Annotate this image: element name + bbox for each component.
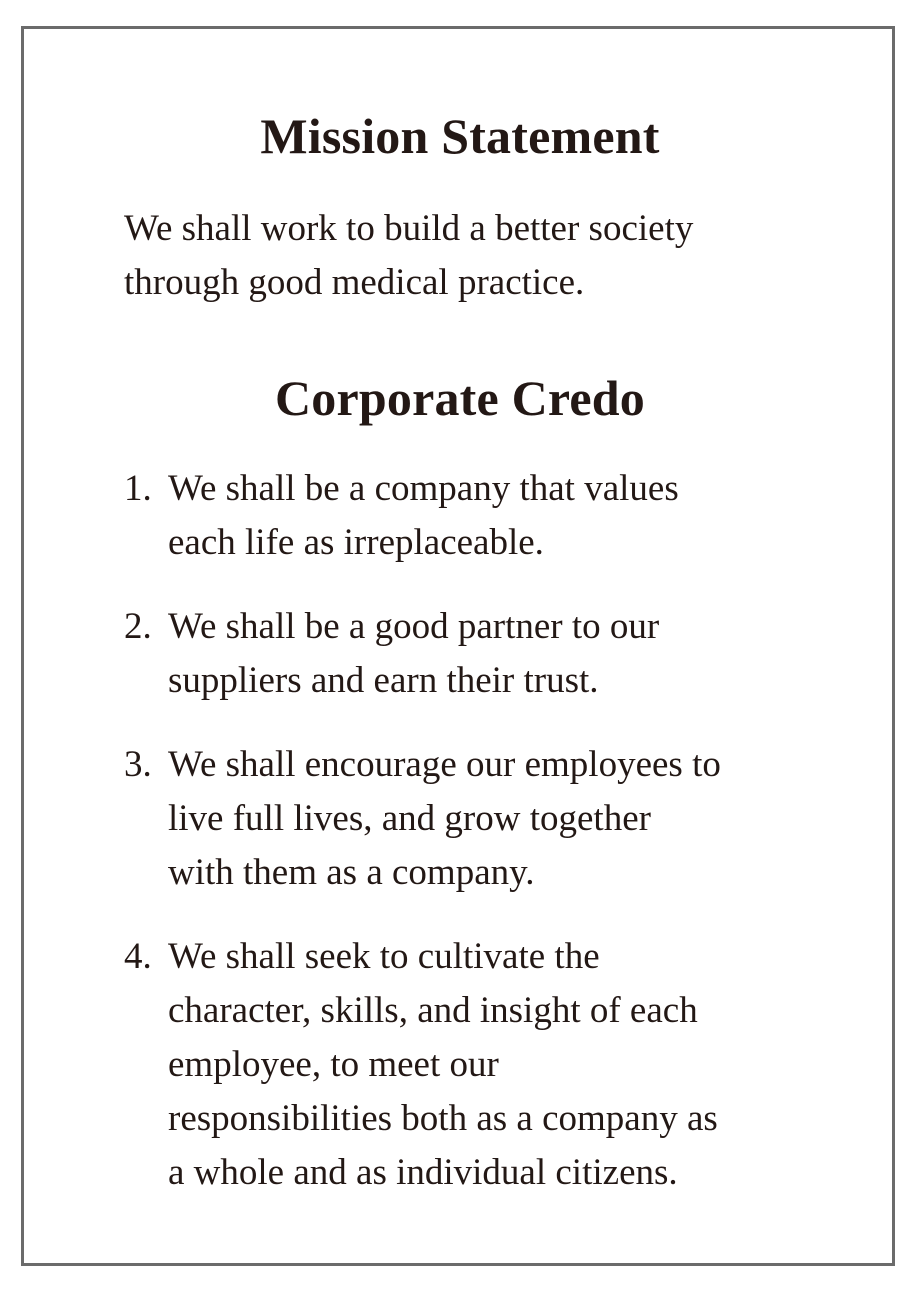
mission-statement-title: Mission Statement <box>260 108 660 164</box>
credo-item-2 <box>124 600 814 708</box>
mission-statement-text <box>124 202 814 310</box>
credo-item-line: employee, to meet our <box>168 1044 499 1085</box>
credo-item-4 <box>124 930 814 1200</box>
credo-item-1 <box>124 462 814 570</box>
credo-item-3 <box>124 738 814 900</box>
mission-text-line: through good medical practice. <box>124 262 585 303</box>
credo-item-line: We shall be a company that values <box>168 468 679 509</box>
credo-item-line: responsibilities both as a company as <box>168 1098 718 1139</box>
credo-item-line: with them as a company. <box>168 852 535 893</box>
credo-item-number: 2. <box>124 606 152 647</box>
credo-item-number: 1. <box>124 468 152 509</box>
credo-item-line: each life as irreplaceable. <box>168 522 544 563</box>
corporate-credo-title: Corporate Credo <box>274 370 646 426</box>
credo-item-line: character, skills, and insight of each <box>168 990 698 1031</box>
credo-item-line: suppliers and earn their trust. <box>168 660 599 701</box>
credo-item-line: We shall seek to cultivate the <box>168 936 600 977</box>
credo-item-line: We shall encourage our employees to <box>168 744 721 785</box>
credo-list <box>124 462 814 1230</box>
credo-item-number: 3. <box>124 744 152 785</box>
credo-item-line: We shall be a good partner to our <box>168 606 660 647</box>
credo-item-line: live full lives, and grow together <box>168 798 651 839</box>
credo-item-line: a whole and as individual citizens. <box>168 1152 678 1193</box>
mission-text-line: We shall work to build a better society <box>124 208 694 249</box>
credo-item-number: 4. <box>124 936 152 977</box>
